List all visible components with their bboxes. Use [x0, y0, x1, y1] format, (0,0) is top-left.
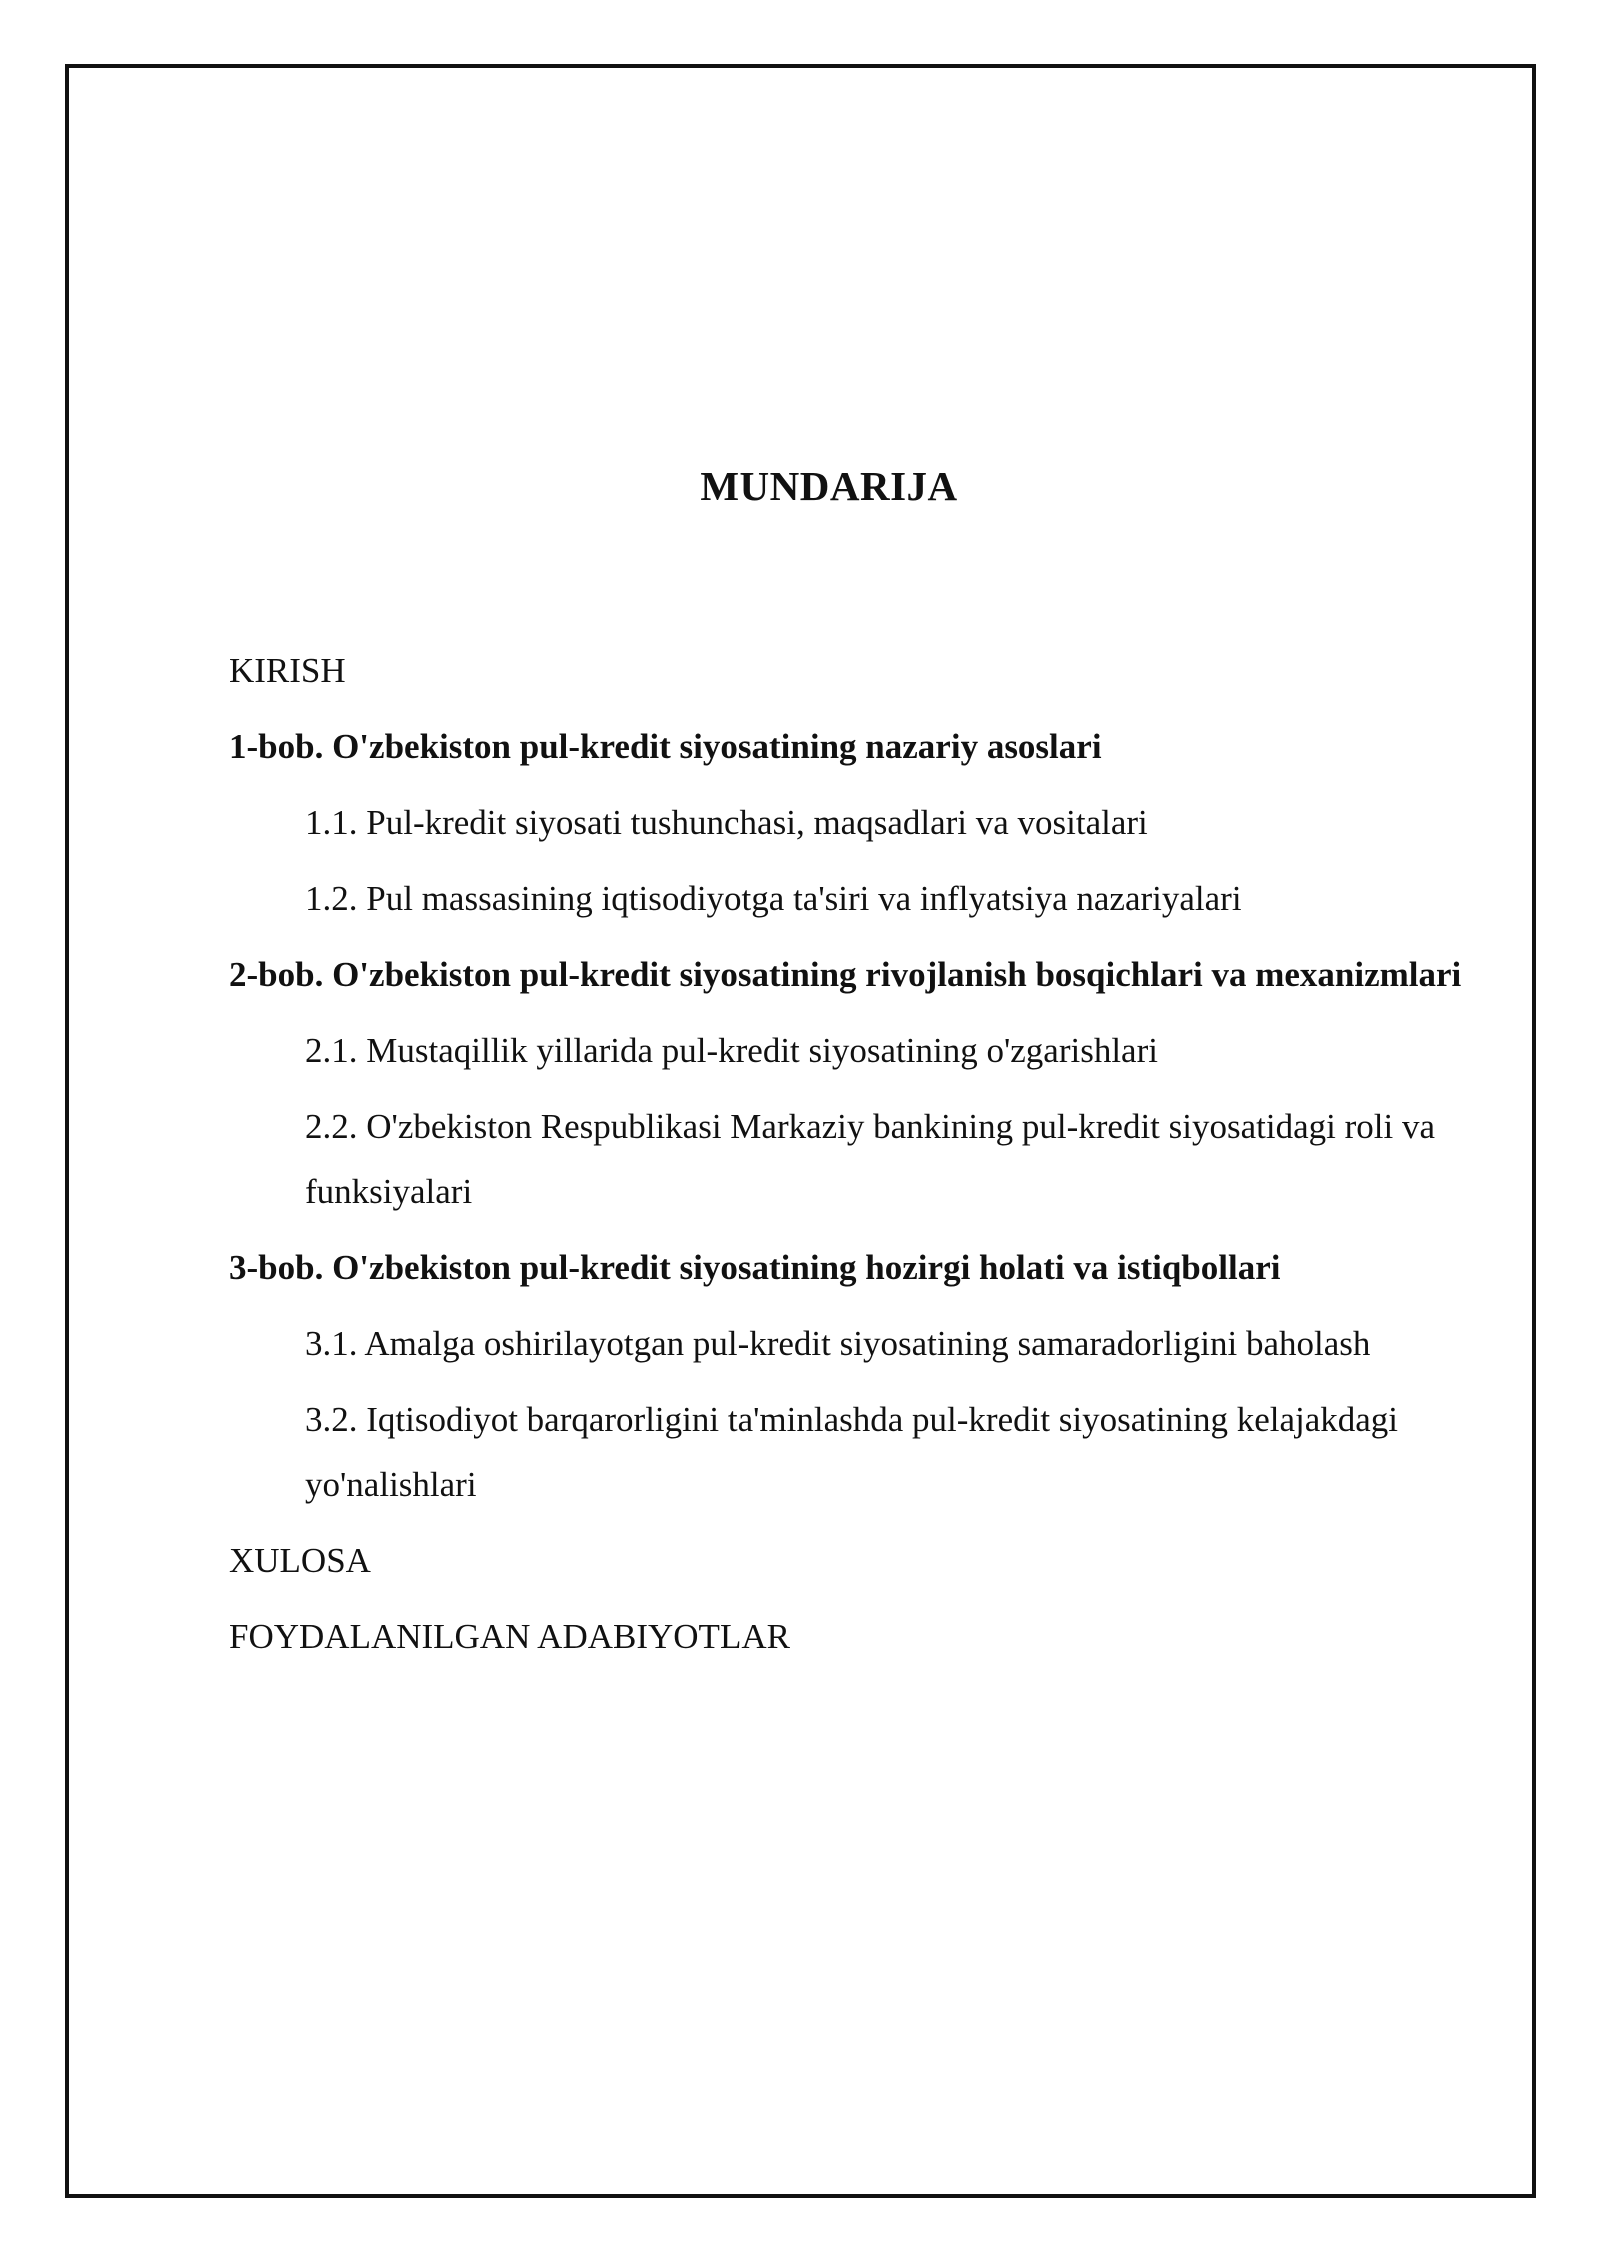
toc-entry-introduction: KIRISH	[229, 651, 346, 690]
toc-entry-section-3-2: 3.2. Iqtisodiyot barqarorligini ta'minlashda pul-kredit siyosatining kelajakdagi yo'nalishlari	[305, 1400, 1399, 1504]
toc-entry-conclusion: XULOSA	[229, 1541, 371, 1580]
toc-entry-chapter-3: 3-bob. O'zbekiston pul-kredit siyosatining hozirgi holati va istiqbollari	[229, 1248, 1281, 1287]
toc-entry-section-1-2: 1.2. Pul massasining iqtisodiyotga ta'siri va inflyatsiya nazariyalari	[305, 879, 1242, 918]
toc-entry-chapter-2: 2-bob. O'zbekiston pul-kredit siyosatining rivojlanish bosqichlari va mexanizmlari	[229, 955, 1462, 994]
toc-entry-section-1-1: 1.1. Pul-kredit siyosati tushunchasi, maqsadlari va vositalari	[305, 803, 1148, 842]
toc-entry-section-2-1: 2.1. Mustaqillik yillarida pul-kredit siyosatining o'zgarishlari	[305, 1031, 1158, 1070]
toc-entry-chapter-1: 1-bob. O'zbekiston pul-kredit siyosatining nazariy asoslari	[229, 727, 1102, 766]
page-title: MUNDARIJA	[700, 463, 958, 509]
toc-entry-section-3-1: 3.1. Amalga oshirilayotgan pul-kredit siyosatining samaradorligini baholash	[305, 1324, 1371, 1363]
toc-entry-section-2-2: 2.2. O'zbekiston Respublikasi Markaziy bankining pul-kredit siyosatidagi roli va funksiyalari	[305, 1107, 1435, 1211]
table-of-contents	[229, 638, 1491, 1680]
toc-entry-references: FOYDALANILGAN ADABIYOTLAR	[229, 1617, 790, 1656]
